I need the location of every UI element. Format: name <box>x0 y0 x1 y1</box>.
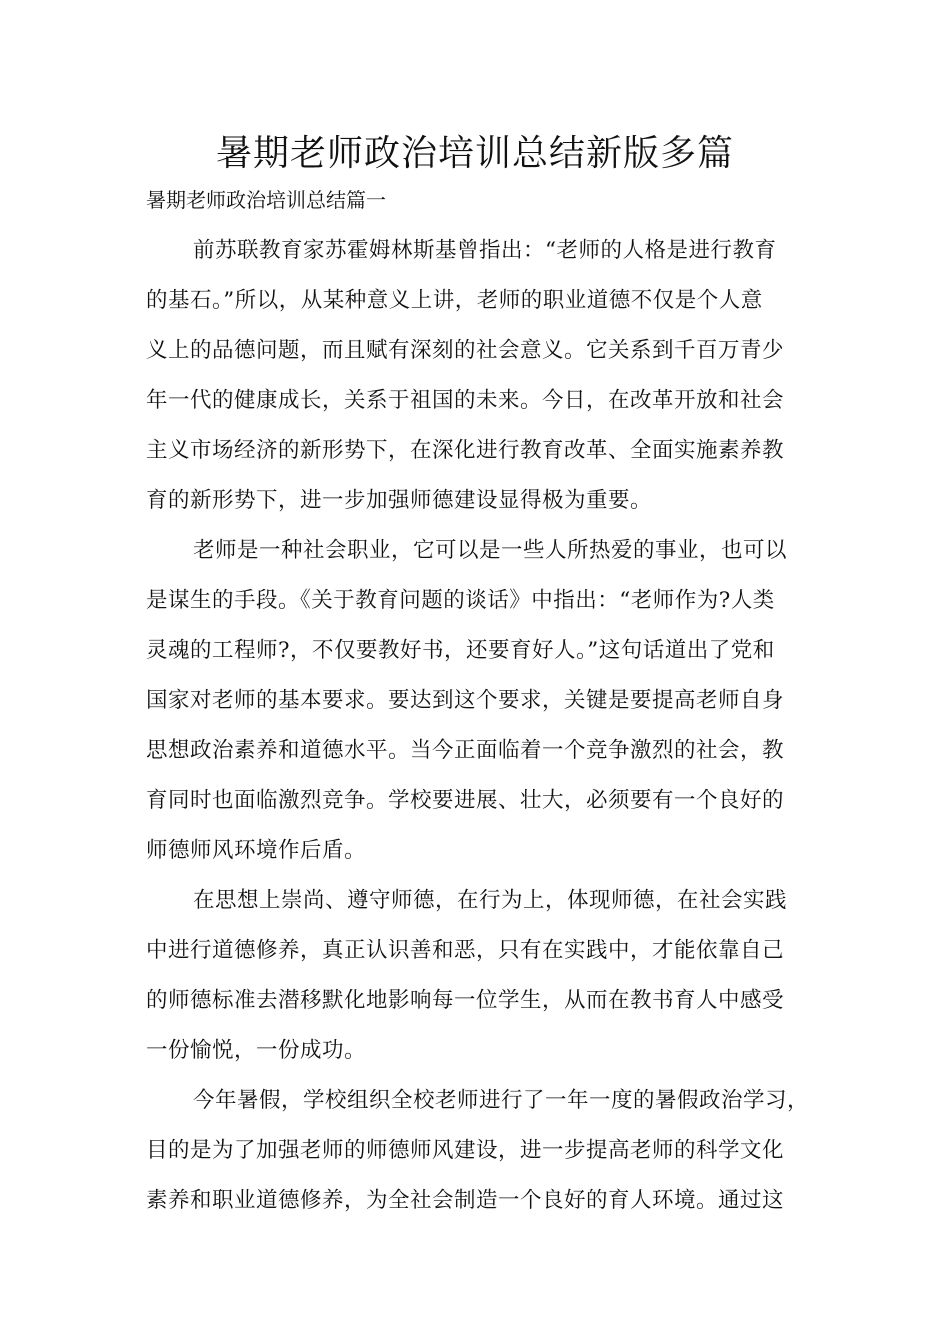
paragraph-line: 目的是为了加强老师的师德师风建设，进一步提高老师的科学文化 <box>146 1138 785 1163</box>
paragraph-line: 育的新形势下，进一步加强师德建设显得极为重要。 <box>146 488 653 513</box>
paragraph-line: 在思想上崇尚、遵守师德，在行为上，体现师德，在社会实践 <box>193 888 788 913</box>
paragraph-line: 灵魂的工程师?，不仅要教好书，还要育好人。”这句话道出了党和 <box>146 638 775 663</box>
paragraph-line: 义上的品德问题，而且赋有深刻的社会意义。它关系到千百万青少 <box>146 338 785 363</box>
paragraph-line: 育同时也面临激烈竞争。学校要进展、壮大，必须要有一个良好的 <box>146 788 785 813</box>
paragraph-line: 一份愉悦，一份成功。 <box>146 1038 367 1063</box>
paragraph-line: 今年暑假，学校组织全校老师进行了一年一度的暑假政治学习， <box>193 1088 810 1113</box>
paragraph-line: 中进行道德修养，真正认识善和恶，只有在实践中，才能依靠自己 <box>146 938 785 963</box>
paragraph-line: 主义市场经济的新形势下，在深化进行教育改革、全面实施素养教 <box>146 438 785 463</box>
paragraph-line: 思想政治素养和道德水平。当今正面临着一个竞争激烈的社会，教 <box>146 738 785 763</box>
paragraph-line: 年一代的健康成长，关系于祖国的未来。今日，在改革开放和社会 <box>146 388 785 413</box>
paragraph-line: 的基石。”所以，从某种意义上讲，老师的职业道德不仅是个人意 <box>146 288 763 313</box>
document-title: 暑期老师政治培训总结新版多篇 <box>215 133 734 174</box>
section-heading: 暑期老师政治培训总结篇一 <box>146 188 386 212</box>
paragraph-line: 是谋生的手段。《关于教育问题的谈话》中指出：“老师作为?人类 <box>146 588 775 613</box>
paragraph-line: 老师是一种社会职业，它可以是一些人所热爱的事业，也可以 <box>193 538 788 563</box>
paragraph-line: 素养和职业道德修养，为全社会制造一个良好的育人环境。通过这 <box>146 1188 785 1213</box>
paragraph-line: 师德师风环境作后盾。 <box>146 838 367 863</box>
paragraph-line: 国家对老师的基本要求。要达到这个要求，关键是要提高老师自身 <box>146 688 785 713</box>
paragraph-line: 前苏联教育家苏霍姆林斯基曾指出：“老师的人格是进行教育 <box>193 238 777 263</box>
paragraph-line: 的师德标准去潜移默化地影响每一位学生，从而在教书育人中感受 <box>146 988 785 1013</box>
